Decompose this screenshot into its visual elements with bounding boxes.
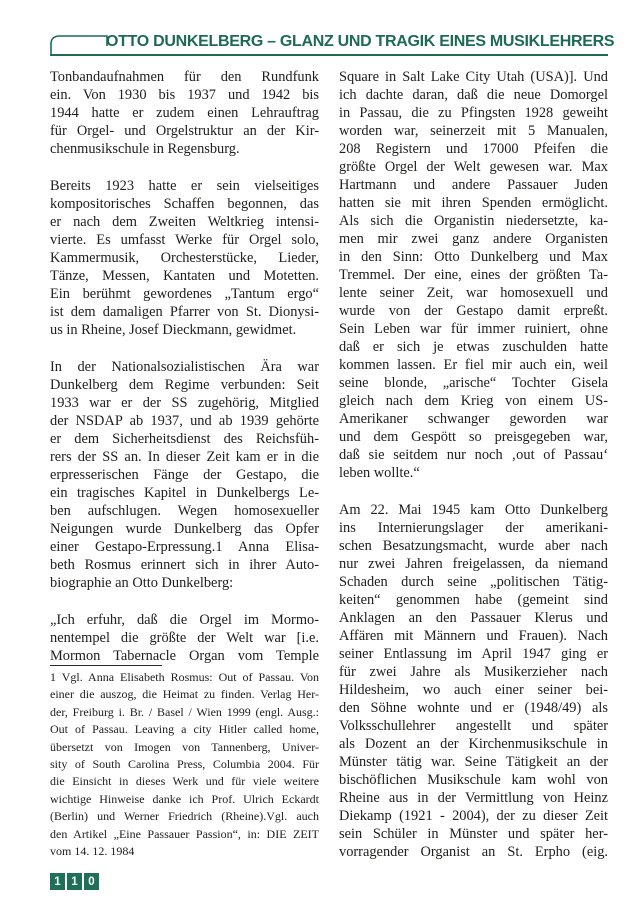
- text-line: übersetzt von Imogen von Tannenberg, Univer-: [50, 739, 319, 754]
- left-column: [50, 68, 319, 890]
- text-line: wichtige Hinweise danke ich Prof. Ulrich Eckardt: [50, 791, 319, 806]
- text-line: 1944 hatte er zudem einen Lehrauftrag: [50, 105, 319, 121]
- text-line: als Dozent an der Kirchenmusikschule in: [339, 736, 608, 752]
- text-line: sein Schüler in Münster und später her-: [339, 826, 608, 842]
- text-line: Schaden durch seine „politischen Tätig-: [339, 574, 608, 590]
- text-line: größte Orgel der Welt gewesen war. Max: [339, 159, 608, 175]
- text-line: Amerikaner schwanger geworden war: [339, 411, 608, 427]
- header-ornament-shape: [50, 34, 110, 56]
- text-line: vorragender Organist an St. Erpho (eig.: [339, 844, 608, 860]
- page-header: [50, 24, 615, 56]
- text-line: er dem Sicherheitsdienst des Reichsfüh-: [50, 431, 319, 447]
- text-line: Hartmann und andere Passauer Juden: [339, 177, 608, 193]
- text-line: Tänze, Messen, Kantaten und Motetten.: [50, 268, 319, 284]
- text-line: Am 22. Mai 1945 kam Otto Dunkelberg: [339, 502, 608, 518]
- text-line: seiner Entlassung im April 1947 ging er: [339, 646, 608, 662]
- text-line: leben wollte.“: [339, 465, 420, 481]
- text-line: Anklagen an den Passauer Klerus und: [339, 610, 608, 626]
- text-line: Mormon Tabernacle Organ vom Temple: [50, 648, 319, 664]
- text-line: und dem Gespött so preisgegeben war,: [339, 429, 608, 445]
- text-line: „Ich erfuhr, daß die Orgel im Mormo-: [50, 612, 319, 628]
- text-columns: [50, 68, 608, 890]
- text-line: ben aufschlugen. Wegen homosexueller: [50, 503, 319, 519]
- text-line: Dunkelberg dem Regime verbunden: Seit: [50, 377, 319, 393]
- text-line: Ein berühmt gewordenes „Tantum ergo“: [50, 286, 319, 302]
- text-line: worden war, seinerzeit mit 5 Manualen,: [339, 123, 608, 139]
- text-line: vom 14. 12. 1984: [50, 843, 135, 858]
- text-line: er nach dem Zweiten Weltkrieg intensi-: [50, 214, 319, 230]
- text-line: den Artikel „Eine Passauer Passion“, in: DIE ZEIT: [50, 826, 319, 841]
- text-line: Bereits 1923 hatte er sein vielseitiges: [50, 178, 319, 194]
- paragraph: [339, 68, 608, 482]
- text-line: Rheine aus in der Vermittlung von Heinz: [339, 790, 608, 806]
- text-line: nentempel die größte der Welt war [i.e.: [50, 630, 319, 646]
- text-line: bischöflichen Musikschule kam wohl von: [339, 772, 608, 788]
- text-line: daß er sich je etwas zuschulden hatte: [339, 339, 608, 355]
- text-line: in den Sinn: Otto Dunkelberg und Max: [339, 249, 608, 265]
- page-number: [50, 873, 99, 890]
- text-line: einer Gestapo-Erpressung.1 Anna Elisa-: [50, 539, 319, 555]
- text-line: erpresserischen Fänge der Gestapo, die: [50, 467, 319, 483]
- text-line: Münster tätig war. Seine Tätigkeit an der: [339, 754, 608, 770]
- text-line: schen Besatzungsmacht, wurde aber nach: [339, 538, 608, 554]
- text-line: Volksschullehrer angestellt und später: [339, 718, 608, 734]
- text-line: ins Internierungslager der amerikani-: [339, 520, 608, 536]
- text-line: keiten“ genommen habe (gemeint sind: [339, 592, 608, 608]
- text-line: Tonbandaufnahmen für den Rundfunk: [50, 69, 319, 85]
- text-line: Sein Leben war für immer ruiniert, ohne: [339, 321, 608, 337]
- text-line: ein tragisches Kapitel in Dunkelbergs Le-: [50, 485, 319, 501]
- text-line: us in Rheine, Josef Dieckmann, gewidmet.: [50, 322, 297, 338]
- text-line: wurde von der Gestapo damit erpreßt.: [339, 303, 608, 319]
- page-number-digit: 0: [84, 873, 99, 890]
- text-line: kompositorisches Schaffen begonnen, das: [50, 196, 319, 212]
- text-line: gleich nach dem Krieg von einem US-: [339, 393, 608, 409]
- text-line: hatten sie mit ihren Spenden ermöglicht.: [339, 195, 608, 211]
- text-line: Hildesheim, wo auch einer seiner bei-: [339, 682, 608, 698]
- paragraph: [50, 68, 319, 158]
- text-line: für Orgel- und Orgelstruktur an der Kir-: [50, 123, 319, 139]
- footnote: [50, 665, 319, 860]
- right-column: [339, 68, 608, 890]
- text-line: men mir zwei ganz andere Organisten: [339, 231, 608, 247]
- text-line: ich dachte daran, daß die neue Domorgel: [339, 87, 608, 103]
- text-line: sity of South Carolina Press, Columbia 2004. Für: [50, 756, 319, 771]
- text-line: einer die auszog, die Heimat zu finden. Verlag Her-: [50, 687, 319, 702]
- text-line: 208 Registern und 17000 Pfeifen die: [339, 141, 608, 157]
- text-line: vierte. Es umfasst Werke für Orgel solo,: [50, 232, 319, 248]
- paragraph: [339, 501, 608, 861]
- page-number-digit: 1: [67, 873, 82, 890]
- text-line: in Passau, die zu Pfingsten 1928 geweiht: [339, 105, 608, 121]
- text-line: Diekamp (1921 - 2004), der zu dieser Zeit: [339, 808, 608, 824]
- text-line: 1933 war er der SS zugehörig, Mitglied: [50, 395, 319, 411]
- paragraph: [50, 669, 319, 860]
- paragraph: [50, 177, 319, 339]
- text-line: seine blonde, „arische“ Tochter Gisela: [339, 375, 608, 391]
- page-number-digit: 1: [50, 873, 65, 890]
- text-line: Square in Salt Lake City Utah (USA)]. Und: [339, 69, 608, 85]
- right-column-body: [339, 68, 608, 861]
- left-column-body: [50, 68, 319, 665]
- text-line: der, Freiburg i. Br. / Basel / Wien 1999 (engl. Ausg.:: [50, 704, 319, 719]
- text-line: lente seiner Zeit, war homosexuell und: [339, 285, 608, 301]
- text-line: In der Nationalsozialistischen Ära war: [50, 359, 319, 375]
- paragraph: [50, 611, 319, 665]
- text-line: chenmusikschule in Regensburg.: [50, 141, 240, 157]
- text-line: Affären mit Männern und Frauen). Nach: [339, 628, 608, 644]
- article-title: OTTO DUNKELBERG – GLANZ UND TRAGIK EINES MUSIKLEHRERS: [106, 33, 615, 50]
- text-line: nur zwei Jahren freigelassen, da niemand: [339, 556, 608, 572]
- text-line: 1 Vgl. Anna Elisabeth Rosmus: Out of Passau. Von: [50, 670, 319, 684]
- text-line: der NSDAP ab 1937, und ab 1939 gehörte: [50, 413, 319, 429]
- footnote-body: [50, 669, 319, 860]
- text-line: den Söhne wohnte und er (1948/49) als: [339, 700, 608, 716]
- text-line: rers der SS an. In dieser Zeit kam er in die: [50, 449, 319, 465]
- text-line: kommen lassen. Er fiel mir auch ein, weil: [339, 357, 608, 373]
- text-line: daß sie seitdem nur noch ‚out of Passau‘: [339, 447, 608, 463]
- text-line: für zwei Jahre als Musikerzieher nach: [339, 664, 608, 680]
- text-line: Als sich die Organistin niedersetzte, ka-: [339, 213, 608, 229]
- footnote-separator: [50, 665, 162, 666]
- text-line: ein. Von 1930 bis 1937 und 1942 bis: [50, 87, 319, 103]
- text-line: Tremmel. Der eine, eines der größten Ta-: [339, 267, 608, 283]
- paragraph: [50, 358, 319, 592]
- text-line: biographie an Otto Dunkelberg:: [50, 575, 234, 591]
- text-line: Kammermusik, Orchesterstücke, Lieder,: [50, 250, 319, 266]
- text-line: beth Rosmus erinnert sich in ihrer Auto-: [50, 557, 319, 573]
- text-line: Neigungen wurde Dunkelberg das Opfer: [50, 521, 319, 537]
- text-line: (Berlin) und Werner Friedrich (Rheine).Vgl. auch: [50, 809, 319, 824]
- text-line: ist dem damaligen Pfarrer von St. Dionysi-: [50, 304, 319, 320]
- text-line: Out of Passau. Leaving a city Hitler called home,: [50, 722, 319, 737]
- text-line: die Einsicht in dieses Werk und für viele weitere: [50, 774, 319, 789]
